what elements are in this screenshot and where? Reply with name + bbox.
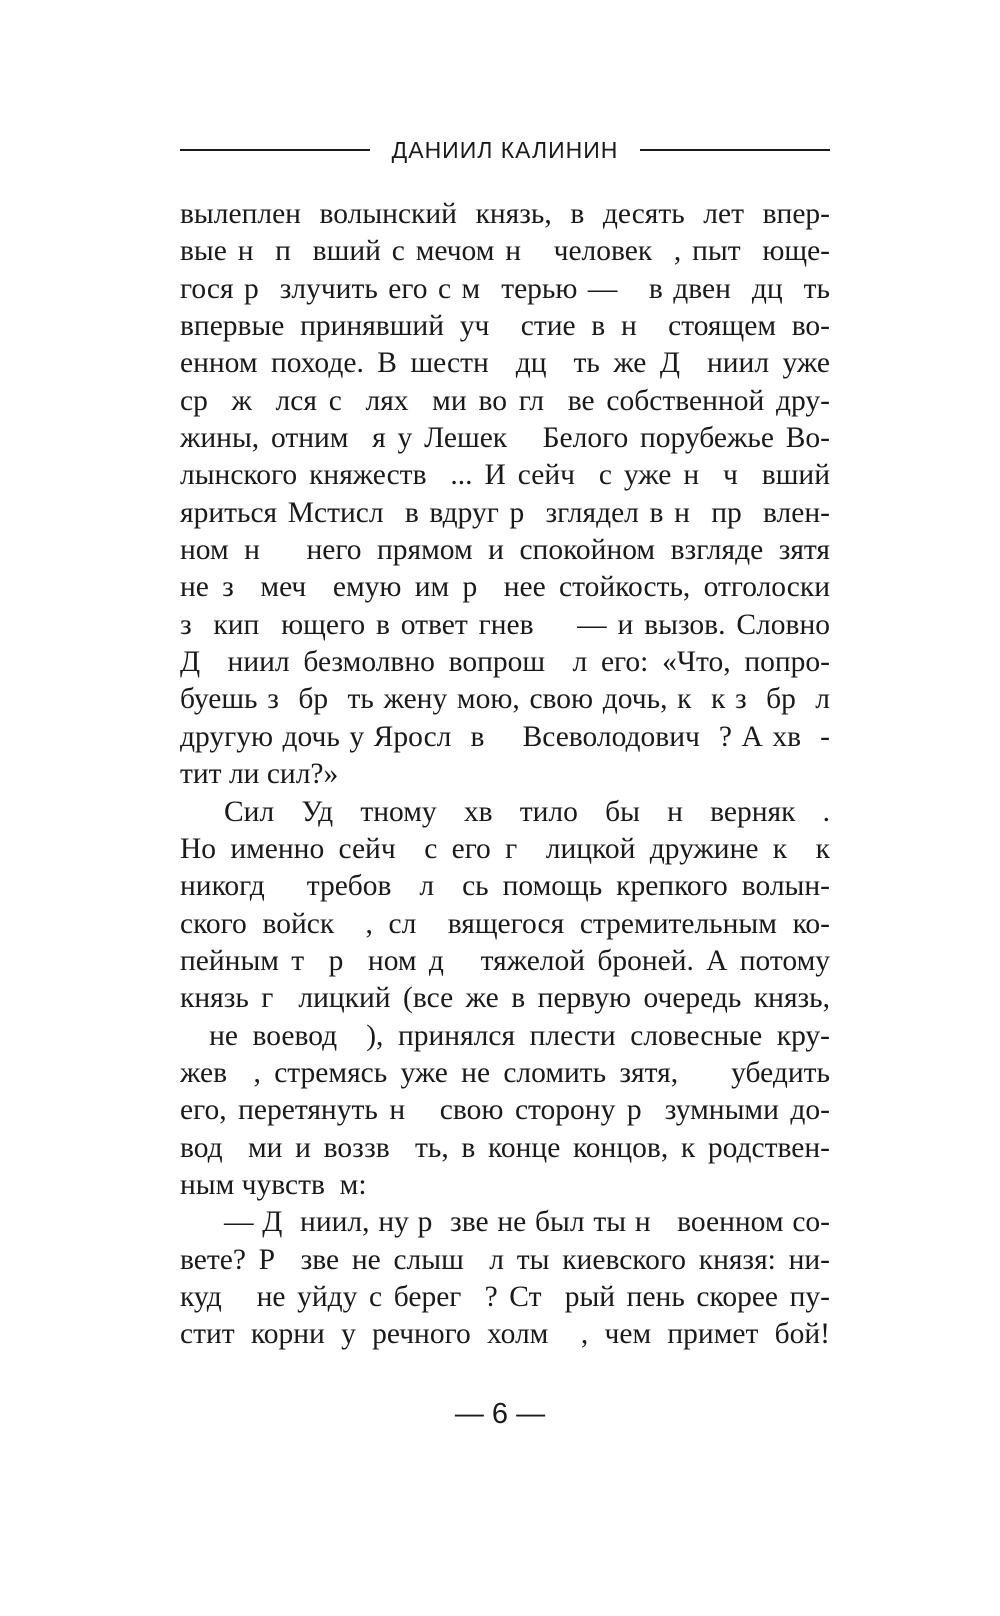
running-header [180, 130, 830, 170]
text-line: его, перетянуть н свою сторону р зумными до- [180, 1094, 830, 1127]
text-line: з кип ющего в ответ гнев — и вызов. Словно [180, 608, 830, 641]
paragraph-start-line: Сил Уд тному хв тило бы н верняк . [224, 795, 830, 828]
text-line: вод ми и воззв ть, в конце концов, к родствен- [180, 1131, 830, 1164]
text-line: енном походе. В шестн дц ть же Д ниил уже [180, 347, 830, 380]
text-line: пейным т р ном д тяжелой броней. А потому [180, 944, 830, 977]
text-line: жев , стремясь уже не сломить зятя, убедить [180, 1056, 830, 1089]
text-line: ном н него прямом и спокойном взгляде зятя [180, 534, 830, 567]
text-line: не з меч емую им р нее стойкость, отголоски [180, 571, 830, 604]
text-line: ского войск , сл вящегося стремительным ко- [180, 907, 830, 940]
dialogue-start-line: — Д ниил, ну р зве не был ты н военном со- [224, 1206, 830, 1239]
text-line: вылеплен волынский князь, в десять лет впер- [180, 198, 830, 230]
header-rule-right [640, 149, 830, 151]
text-line: никогд требов л сь помощь крепкого волын- [180, 870, 830, 903]
text-line: гося р злучить его с м терью — в двен дц ть [180, 272, 830, 305]
text-line: ср ж лся с лях ми во гл ве собственной дру- [180, 384, 830, 417]
text-line: Д ниил безмолвно вопрош л его: «Что, попро- [180, 646, 830, 679]
text-line: лынского княжеств ... И сейч с уже н ч вший [180, 459, 830, 492]
page-body-text [180, 196, 830, 1354]
text-line: тит ли сил?» [180, 758, 339, 791]
text-line: стит корни у речного холм , чем примет бой! [180, 1318, 830, 1351]
text-line: впервые принявший уч стие в н стоящем во- [180, 310, 830, 343]
header-rule-left [180, 149, 370, 151]
text-line: куд не уйду с берег ? Ст рый пень скорее пу- [180, 1280, 830, 1313]
text-line: буешь з бр ть жену мою, свою дочь, к к з бр л [180, 683, 830, 716]
text-line: вете? Р зве не слыш л ты киевского князя: ни- [180, 1243, 830, 1276]
page-number: — 6 — [454, 1398, 546, 1430]
text-line: не воевод ), принялся плести словесные кру- [180, 1019, 830, 1052]
text-line: вые н п вший с мечом н человек , пыт юще- [180, 235, 830, 268]
author-name: ДАНИИЛ КАЛИНИН [391, 136, 619, 163]
text-line: другую дочь у Яросл в Всеволодович ? А хв - [180, 720, 830, 753]
text-line: князь г лицкий (все же в первую очередь князь, [180, 982, 830, 1015]
text-line: яриться Мстисл в вдруг р зглядел в н пр влен- [180, 496, 830, 529]
text-line: Но именно сейч с его г лицкой дружине к к [180, 832, 830, 865]
text-line: жины, отним я у Лешек Белого порубежье Во- [180, 422, 830, 455]
text-line: ным чувств м: [180, 1168, 367, 1201]
